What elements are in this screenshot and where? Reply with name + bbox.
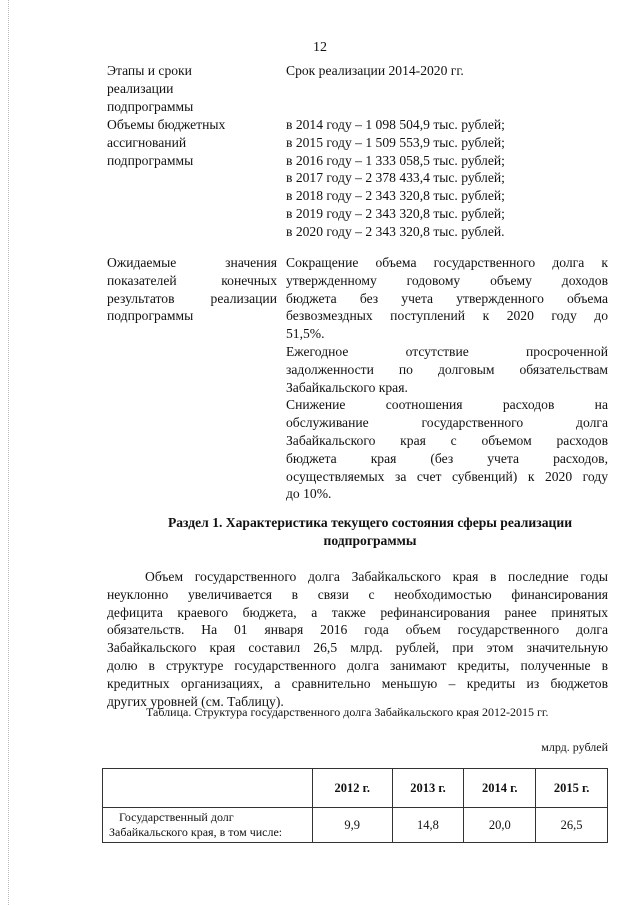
budget-values: [286, 116, 608, 241]
page-number: 12: [313, 40, 327, 55]
results-line: утвержденному годовому объему доходов: [286, 272, 608, 288]
budget-year-line: в 2018 году – 2 343 320,8 тыс. рублей;: [286, 188, 505, 204]
paragraph-line: дефицита краевого бюджета, а также рефинансирования ранее принятых: [107, 604, 608, 620]
results-label-line: показателей конечных: [107, 272, 277, 288]
results-label-line: результатов реализации: [107, 290, 277, 306]
debt-table: [102, 768, 608, 843]
table-cell: 20,0: [464, 808, 536, 843]
stages-label-line: Этапы и сроки: [107, 63, 192, 78]
table-caption: Таблица. Структура государственного долга Забайкальского края 2012-2015 гг.: [146, 705, 549, 719]
table-row: [103, 808, 608, 843]
results-line: Сокращение объема государственного долга к: [286, 255, 608, 270]
results-label-line: Ожидаемые значения: [107, 255, 277, 270]
results-line: Снижение соотношения расходов на: [286, 397, 608, 413]
table-header-cell: 2014 г.: [464, 769, 536, 808]
results-line: безвозмездных поступлений к 2020 году до: [286, 308, 608, 324]
paragraph-line: обязательств. На 01 января 2016 года объем государственного долга: [107, 622, 608, 638]
table-header-cell: [103, 769, 313, 808]
budget-year-line: в 2019 году – 2 343 320,8 тыс. рублей;: [286, 205, 505, 221]
results-label-line: подпрограммы: [107, 308, 194, 324]
results-line: бюджета края (без учета расходов,: [286, 450, 608, 466]
scan-edge: [0, 0, 9, 905]
results-line: бюджета без учета утвержденного объема: [286, 290, 608, 306]
results-line: задолженности по долговым обязательствам: [286, 361, 608, 377]
table-header-row: [103, 769, 608, 808]
budget-year-line: в 2017 году – 2 378 433,4 тыс. рублей;: [286, 170, 505, 186]
paragraph-line: Объем государственного долга Забайкальского края в последние годы: [145, 569, 608, 584]
results-line: до 10%.: [286, 486, 332, 502]
budget-year-line: в 2014 году – 1 098 504,9 тыс. рублей;: [286, 117, 505, 132]
stages-label: [107, 62, 277, 115]
paragraph-line: долю в структуре государственного долга занимают кредиты, полученные в: [107, 657, 608, 673]
budget-label: [107, 116, 277, 169]
stages-label-line: реализации: [107, 80, 174, 96]
table-cell: 26,5: [536, 808, 608, 843]
section-title-line: подпрограммы: [323, 533, 417, 548]
budget-label-line: подпрограммы: [107, 152, 194, 168]
row-label-line: Забайкальского края, в том числе:: [109, 825, 283, 839]
results-line: Забайкальского края.: [286, 379, 408, 395]
paragraph-line: неуклонно увеличивается в связи с необходимостью финансирования: [107, 586, 608, 602]
section-title-line: Раздел 1. Характеристика текущего состояния сферы реализации: [167, 515, 573, 530]
results-values: [286, 254, 608, 503]
budget-year-line: в 2015 году – 1 509 553,9 тыс. рублей;: [286, 134, 505, 150]
section-title: [120, 514, 620, 550]
table-cell: 9,9: [312, 808, 392, 843]
budget-year-line: в 2020 году – 2 343 320,8 тыс. рублей.: [286, 223, 505, 239]
budget-label-line: Объемы бюджетных: [107, 117, 226, 132]
table-unit: млрд. рублей: [541, 740, 608, 754]
section-paragraph: [107, 568, 608, 710]
budget-year-line: в 2016 году – 1 333 058,5 тыс. рублей;: [286, 152, 505, 168]
paragraph-line: кредитных организациях, а сравнительно меньшую – кредиты из бюджетов: [107, 675, 608, 691]
results-label: [107, 254, 277, 325]
results-line: осуществляемых за счет субвенций) к 2020 году: [286, 468, 608, 484]
table-header-cell: 2013 г.: [392, 769, 464, 808]
row-label-line: Государственный долг: [119, 810, 234, 824]
results-line: обслуживание государственного долга: [286, 415, 608, 431]
table-cell: 14,8: [392, 808, 464, 843]
paragraph-line: Забайкальского края составил 26,5 млрд. рублей, при этом значительную: [107, 640, 608, 656]
table-header-cell: 2012 г.: [312, 769, 392, 808]
results-line: 51,5%.: [286, 326, 325, 342]
budget-label-line: ассигнований: [107, 134, 187, 150]
paragraph-line: других уровней (см. Таблицу).: [107, 693, 284, 709]
table-row-label: [103, 808, 313, 843]
table-header-cell: 2015 г.: [536, 769, 608, 808]
results-line: Ежегодное отсутствие просроченной: [286, 343, 608, 359]
stages-label-line: подпрограммы: [107, 98, 194, 114]
stages-value: Срок реализации 2014-2020 гг.: [286, 63, 464, 78]
results-line: Забайкальского края с объемом расходов: [286, 432, 608, 448]
